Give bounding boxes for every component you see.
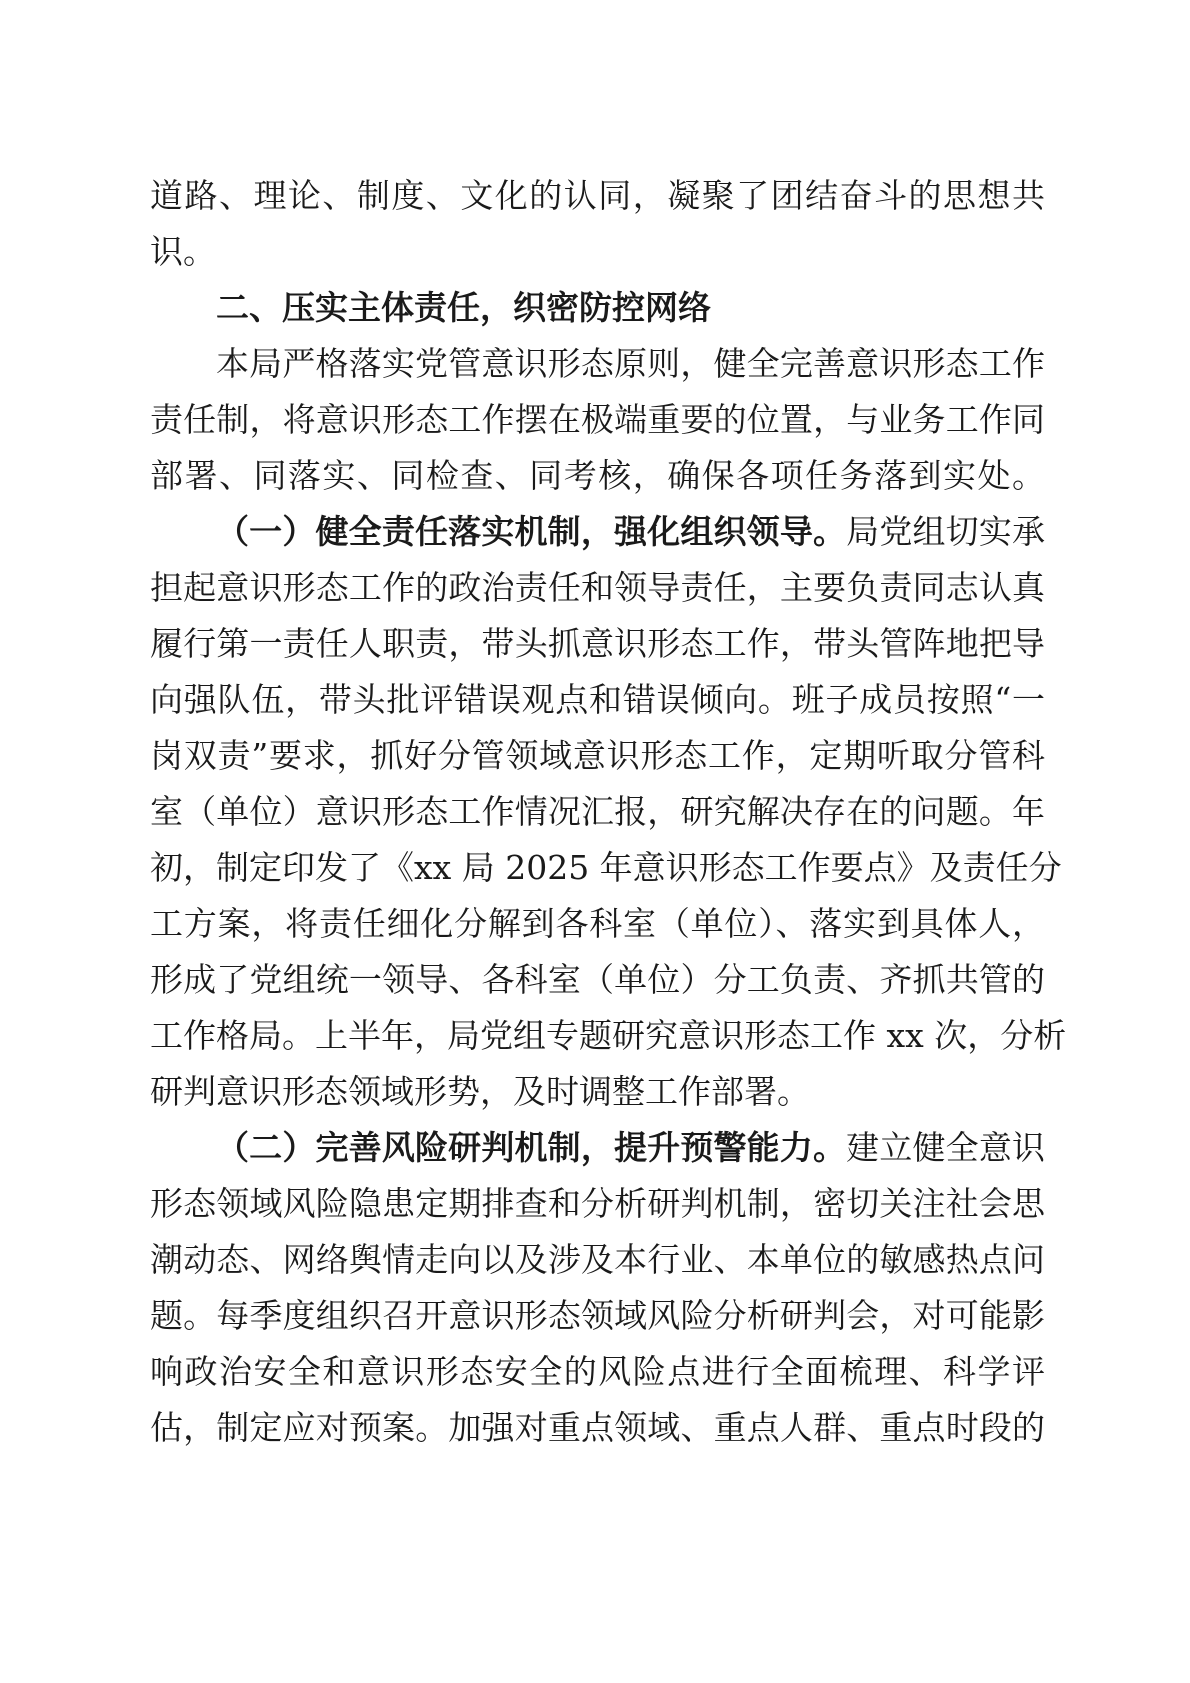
sub1-first-line <box>150 504 1045 560</box>
sub1-line-6: 初，制定印发了《xx 局 2025 年意识形态工作要点》及责任分 <box>150 848 1062 887</box>
sub1-line-9: 工作格局。上半年，局党组专题研究意识形态工作 xx 次，分析 <box>150 1016 1067 1055</box>
section-para-line-1: 本局严格落实党管意识形态原则，健全完善意识形态工作 <box>216 344 1045 383</box>
sub1-line-1: 担起意识形态工作的政治责任和领导责任，主要负责同志认真 <box>150 568 1045 607</box>
sub2-line-1: 形态领域风险隐患定期排查和分析研判机制，密切关注社会思 <box>150 1184 1045 1223</box>
sub2-first-line-rest: 建立健全意识 <box>846 1128 1046 1167</box>
section-para-line-2: 责任制，将意识形态工作摆在极端重要的位置，与业务工作同 <box>150 400 1045 439</box>
sub1-line-7: 工方案，将责任细化分解到各科室（单位）、落实到具体人， <box>150 904 1045 943</box>
sub2-line-4: 响政治安全和意识形态安全的风险点进行全面梳理、科学评 <box>150 1352 1045 1391</box>
intro-line-2: 识。 <box>150 232 216 271</box>
intro-line-1: 道路、理论、制度、文化的认同，凝聚了团结奋斗的思想共 <box>150 176 1045 215</box>
sub1-title: （一）健全责任落实机制，强化组织领导。 <box>216 512 847 551</box>
sub2-first-line <box>150 1120 1045 1176</box>
sub2-line-3: 题。每季度组织召开意识形态领域风险分析研判会，对可能影 <box>150 1296 1045 1335</box>
sub2-line-5: 估，制定应对预案。加强对重点领域、重点人群、重点时段的 <box>150 1408 1045 1447</box>
document-page <box>150 168 1067 1456</box>
sub2-title: （二）完善风险研判机制，提升预警能力。 <box>216 1128 847 1167</box>
sub1-line-3: 向强队伍，带头批评错误观点和错误倾向。班子成员按照“一 <box>150 680 1045 719</box>
sub1-line-2: 履行第一责任人职责，带头抓意识形态工作，带头管阵地把导 <box>150 624 1045 663</box>
sub1-line-8: 形成了党组统一领导、各科室（单位）分工负责、齐抓共管的 <box>150 960 1045 999</box>
section-para-line-3: 部署、同落实、同检查、同考核，确保各项任务落到实处。 <box>150 456 1045 495</box>
sub1-first-line-rest: 局党组切实承 <box>846 512 1046 551</box>
sub1-line-10: 研判意识形态领域形势，及时调整工作部署。 <box>150 1072 810 1111</box>
section-heading: 二、压实主体责任，织密防控网络 <box>216 288 711 327</box>
sub1-line-5: 室（单位）意识形态工作情况汇报，研究解决存在的问题。年 <box>150 792 1045 831</box>
sub2-line-2: 潮动态、网络舆情走向以及涉及本行业、本单位的敏感热点问 <box>150 1240 1045 1279</box>
sub1-line-4: 岗双责”要求，抓好分管领域意识形态工作，定期听取分管科 <box>150 736 1045 775</box>
